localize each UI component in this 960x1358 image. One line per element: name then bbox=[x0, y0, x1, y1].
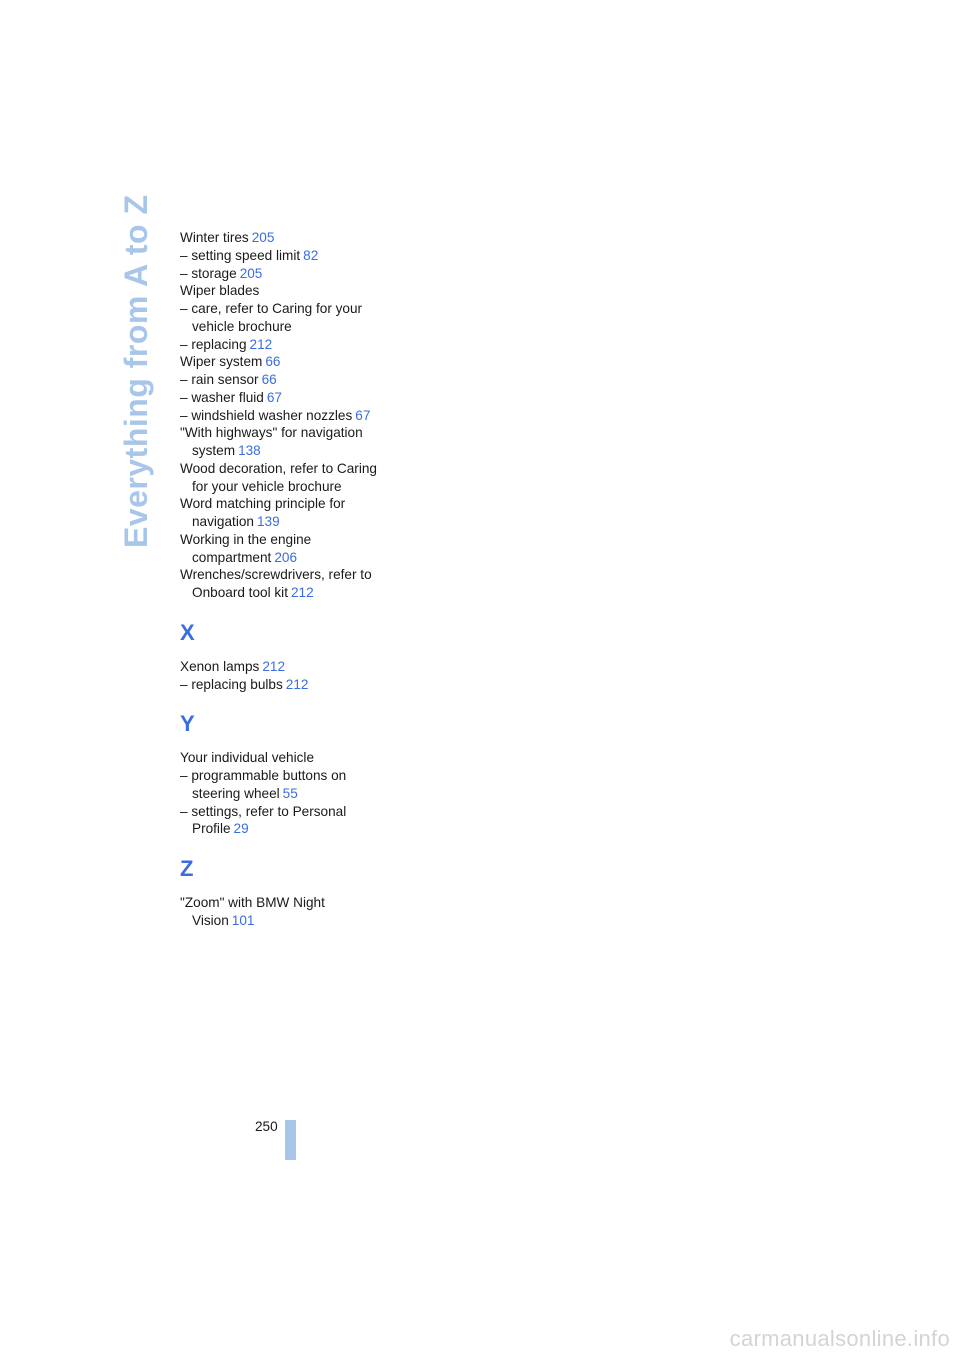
page-link[interactable]: 67 bbox=[266, 389, 282, 405]
entry-text: – rain sensor bbox=[180, 372, 259, 387]
index-entry bbox=[180, 229, 380, 247]
index-entry bbox=[180, 247, 380, 265]
index-entry bbox=[180, 371, 380, 389]
index-group-x bbox=[180, 658, 380, 694]
page-link[interactable]: 205 bbox=[239, 265, 263, 281]
entry-text: – care, refer to Caring for your vehicle brochure bbox=[180, 301, 363, 334]
index-entry bbox=[180, 265, 380, 283]
index-entry bbox=[180, 531, 380, 567]
section-letter-y: Y bbox=[180, 711, 195, 737]
index-entry bbox=[180, 389, 380, 407]
entry-text: "With highways" for navigation system bbox=[180, 425, 363, 458]
page-link[interactable]: 205 bbox=[251, 230, 275, 245]
index-entry bbox=[180, 300, 380, 336]
watermark: carmanualsonline.info bbox=[729, 1326, 950, 1351]
index-group-y bbox=[180, 749, 380, 838]
section-letter-x: X bbox=[180, 619, 195, 645]
page-link[interactable]: 212 bbox=[290, 585, 314, 600]
page-link[interactable]: 212 bbox=[285, 676, 309, 692]
entry-text: Wiper blades bbox=[180, 283, 260, 299]
page-link[interactable]: 206 bbox=[274, 549, 298, 565]
index-entry bbox=[180, 495, 380, 531]
entry-text: Your individual vehicle bbox=[180, 750, 315, 766]
page-link[interactable]: 66 bbox=[265, 354, 281, 370]
page-link[interactable]: 101 bbox=[231, 912, 255, 928]
index-entry bbox=[180, 658, 380, 676]
index-entry bbox=[180, 767, 380, 803]
page-link[interactable]: 139 bbox=[256, 514, 280, 529]
index-entry bbox=[180, 407, 380, 425]
page-link[interactable]: 66 bbox=[261, 372, 277, 387]
entry-text: – washer fluid bbox=[180, 389, 264, 405]
entry-text: Wiper system bbox=[180, 354, 263, 370]
entry-text: – settings, refer to Personal Profile bbox=[180, 803, 347, 837]
index-entry bbox=[180, 566, 380, 602]
entry-text: – replacing bbox=[180, 336, 247, 352]
entry-text: – windshield washer nozzles bbox=[180, 407, 353, 423]
index-group-w bbox=[180, 229, 380, 602]
entry-text: – replacing bulbs bbox=[180, 676, 283, 692]
page-link[interactable]: 55 bbox=[282, 785, 298, 801]
entry-text: Wrenches/screwdrivers, refer to Onboard tool kit bbox=[180, 567, 372, 600]
page-link[interactable]: 212 bbox=[262, 658, 286, 674]
index-entry bbox=[180, 353, 380, 371]
index-entry bbox=[180, 749, 380, 767]
entry-text: Xenon lamps bbox=[180, 658, 260, 674]
page-link[interactable]: 82 bbox=[303, 247, 319, 263]
page-link[interactable]: 212 bbox=[249, 336, 273, 352]
page-number: 250 bbox=[255, 1119, 278, 1134]
section-side-title: Everything from A to Z bbox=[118, 194, 154, 548]
page-link[interactable]: 67 bbox=[355, 407, 371, 423]
entry-text: Word matching principle for navigation bbox=[180, 496, 346, 529]
index-entry bbox=[180, 282, 380, 300]
entry-text: Wood decoration, refer to Caring for your vehicle brochure bbox=[180, 460, 377, 494]
section-letter-z: Z bbox=[180, 856, 194, 881]
entry-text: Winter tires bbox=[180, 230, 249, 245]
index-entry bbox=[180, 676, 380, 694]
entry-text: Working in the engine compartment bbox=[180, 531, 312, 565]
entry-text: – setting speed limit bbox=[180, 247, 301, 263]
index-entry bbox=[180, 894, 380, 930]
index-entry bbox=[180, 803, 380, 839]
entry-text: – storage bbox=[180, 265, 237, 281]
index-column bbox=[180, 229, 380, 930]
page-link[interactable]: 29 bbox=[233, 821, 249, 837]
index-entry bbox=[180, 460, 380, 496]
index-entry bbox=[180, 336, 380, 354]
entry-text: "Zoom" with BMW Night Vision bbox=[180, 895, 325, 928]
index-group-z bbox=[180, 894, 380, 930]
page-edge-tab bbox=[285, 1120, 296, 1160]
index-entry bbox=[180, 424, 380, 460]
page-link[interactable]: 138 bbox=[238, 443, 261, 458]
entry-text: – programmable buttons on steering wheel bbox=[180, 768, 347, 801]
